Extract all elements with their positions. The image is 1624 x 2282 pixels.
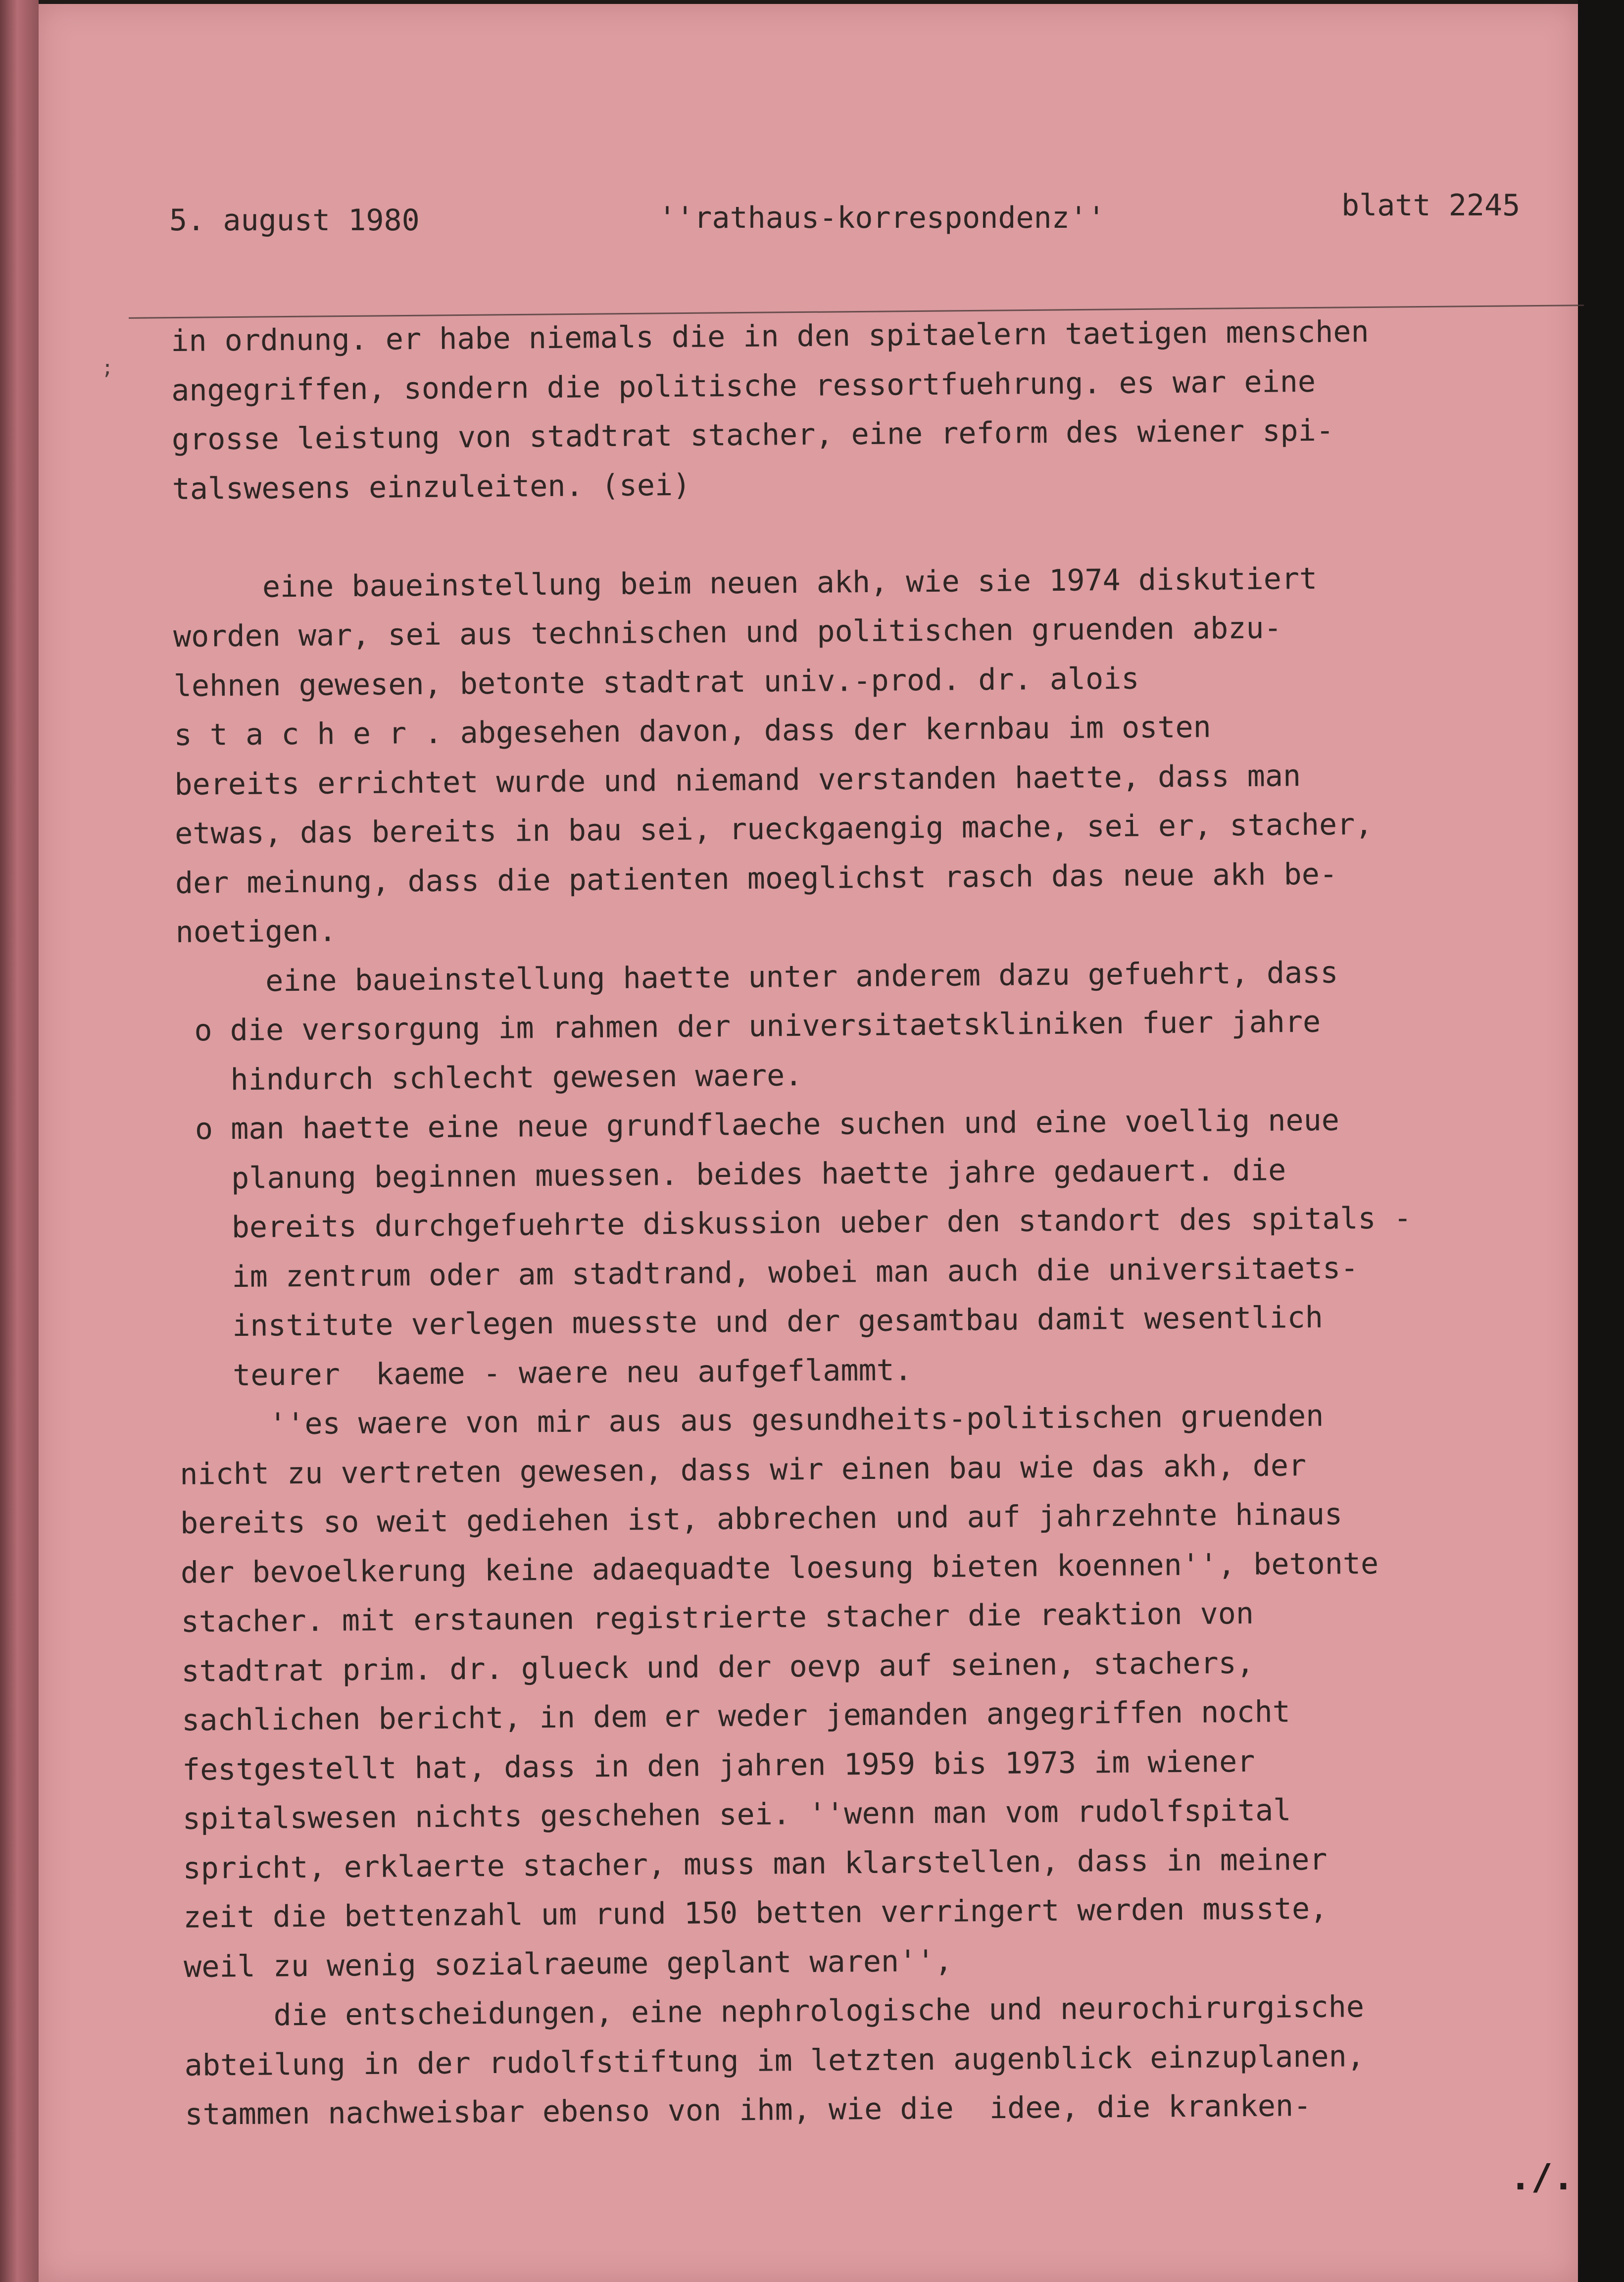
text-line: eine baueinstellung beim neuen akh, wie sie 1974 diskutiert (173, 561, 1318, 605)
text-line: die entscheidungen, eine nephrologische und neurochirurgische (184, 1989, 1365, 2033)
text-line: nicht zu vertreten gewesen, dass wir einen bau wie das akh, der (180, 1448, 1307, 1492)
text-line: stadtrat prim. dr. glueck und der oevp auf seinen, stachers, (181, 1645, 1255, 1689)
text-line: teurer kaeme - waere neu aufgeflammt. (179, 1352, 913, 1393)
text-line: etwas, das bereits in bau sei, rueckgaengig mache, sei er, stacher, (174, 807, 1373, 851)
header-page-number: blatt 2245 (1341, 188, 1521, 223)
continuation-mark: ./. (1510, 2156, 1575, 2198)
text-line: eine baueinstellung haette unter anderem dazu gefuehrt, dass (176, 955, 1338, 999)
page-edge-shadow (1578, 0, 1624, 2282)
text-line: bereits errichtet wurde und niemand verstanden haette, dass man (174, 758, 1301, 802)
text-line: angegriffen, sondern die politische ressortfuehrung. es war eine (171, 364, 1316, 408)
text-line: stacher. mit erstaunen registrierte stacher die reaktion von (181, 1596, 1254, 1639)
text-line: noetigen. (175, 913, 337, 950)
text-line: abteilung in der rudolfstiftung im letzten augenblick einzuplanen, (184, 2038, 1365, 2083)
text-line: talswesens einzuleiten. (sei) (172, 467, 691, 507)
text-line: in ordnung. er habe niemals die in den spitaelern taetigen menschen (171, 314, 1369, 358)
text-line: der bevoelkerung keine adaequadte loesung bieten koennen'', betonte (180, 1546, 1379, 1590)
header-title: ''rathaus-korrespondenz'' (658, 201, 1106, 235)
text-line: ''es waere von mir aus aus gesundheits-politischen gruenden (179, 1398, 1324, 1442)
text-line: s t a c h e r . abgesehen davon, dass der kernbau im osten (174, 710, 1211, 753)
text-line: institute verlegen muesste und der gesamtbau damit wesentlich (178, 1300, 1324, 1344)
text-line: lehnen gewesen, betonte stadtrat univ.-prod. dr. alois (173, 661, 1139, 704)
text-line: der meinung, dass die patienten moeglichst rasch das neue akh be- (175, 857, 1338, 901)
text-line: festgestellt hat, dass in den jahren 1959 bis 1973 im wiener (182, 1744, 1255, 1787)
text-line: worden war, sei aus technischen und politischen gruenden abzu- (173, 610, 1282, 654)
text-line: grosse leistung von stadtrat stacher, eine reform des wiener spi- (171, 413, 1334, 457)
text-line: spitalswesen nichts geschehen sei. ''wenn man vom rudolfspital (182, 1793, 1291, 1836)
text-line: o man haette eine neue grundflaeche suchen und eine voellig neue (177, 1103, 1340, 1147)
text-line: hindurch schlecht gewesen waere. (176, 1058, 803, 1098)
text-line: weil zu wenig sozialraeume geplant waren'', (183, 1943, 953, 1984)
text-line: planung beginnen muessen. beides haette jahre gedauert. die (177, 1152, 1286, 1196)
text-line: o die versorgung im rahmen der universitaetskliniken fuer jahre (176, 1004, 1321, 1048)
text-line: bereits durchgefuehrte diskussion ueber den standort des spitals - (178, 1201, 1412, 1245)
text-line: bereits so weit gediehen ist, abbrechen und auf jahrzehnte hinaus (180, 1497, 1343, 1541)
body-text (171, 306, 1571, 2139)
text-line: zeit die bettenzahl um rund 150 betten verringert werden musste, (183, 1891, 1328, 1935)
book-binding (0, 0, 39, 2282)
margin-mark: ; (101, 356, 114, 379)
text-line: im zentrum oder am stadtrand, wobei man auch die universitaets- (178, 1250, 1359, 1295)
text-line: stammen nachweisbar ebenso von ihm, wie die idee, die kranken- (185, 2088, 1312, 2132)
text-line: sachlichen bericht, in dem er weder jemanden angegriffen nocht (181, 1694, 1291, 1738)
header-date: 5. august 1980 (169, 203, 420, 238)
text-line: spricht, erklaerte stacher, muss man klarstellen, dass in meiner (183, 1842, 1328, 1886)
